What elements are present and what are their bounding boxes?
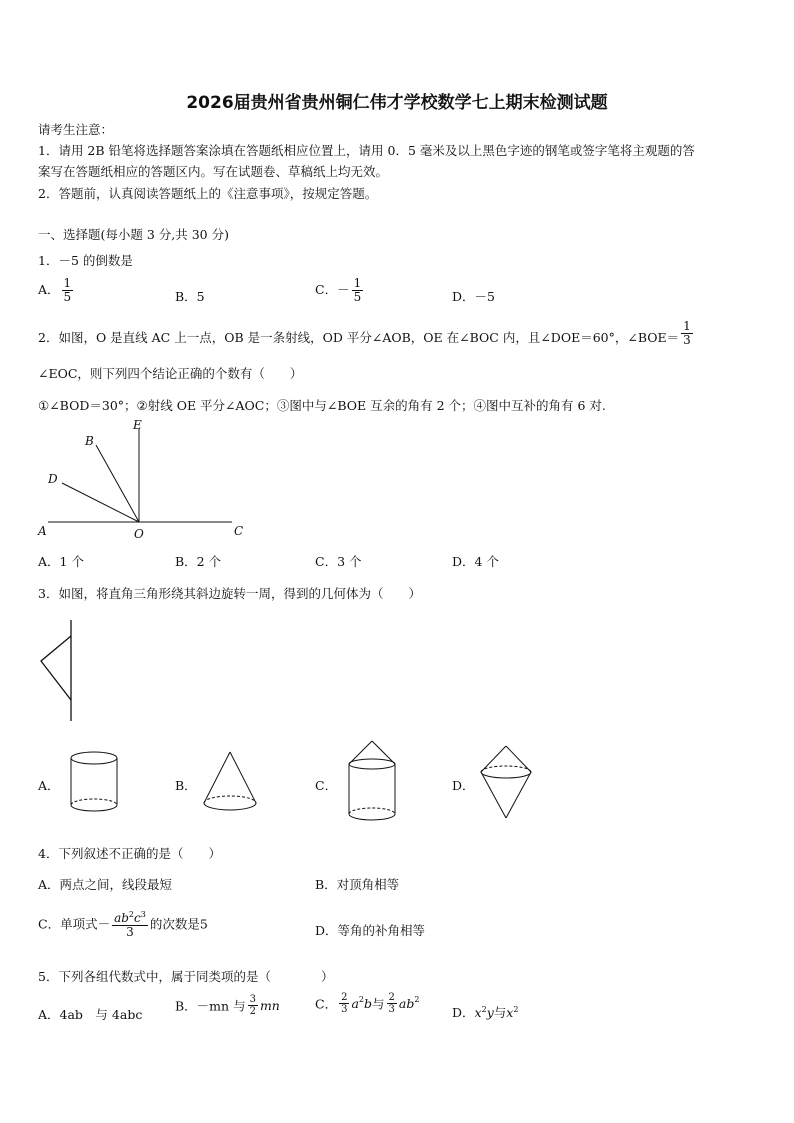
q2-option-c[interactable]: C．3 个 — [315, 554, 362, 569]
q3-option-d-label[interactable]: D． — [452, 778, 475, 793]
q2-option-a[interactable]: A．1 个 — [38, 554, 84, 569]
notice-line-2: 2．答题前，认真阅读答题纸上的《注意事项》，按规定答题。 — [38, 186, 378, 201]
q2-stem-a: 2．如图，O 是直线 AC 上一点，OB 是一条射线，OD 平分∠AOB，OE 在∠BOC 内，且∠DOE＝60°，∠BOE＝ $\frac{1}{3}$ — [38, 319, 691, 347]
q4-option-d[interactable]: D．等角的补角相等 — [315, 923, 426, 938]
ray-ob — [96, 445, 139, 522]
notice-line-1a: 1．请用 2B 铅笔将选择题答案涂填在答题纸相应位置上，请用 0．5 毫米及以上黑色字迹的钢笔或签字笔将主观题的答 — [38, 143, 695, 158]
q4-option-a[interactable]: A．两点之间，线段最短 — [38, 877, 173, 892]
q2-option-b[interactable]: B．2 个 — [175, 554, 222, 569]
q5-option-d[interactable]: D．$x^2y$与$x^2$ — [452, 1004, 519, 1020]
q5-c-fraction-1: $\frac{2}{3}$ — [341, 992, 348, 1015]
q3-option-c-label[interactable]: C． — [315, 778, 338, 793]
q2-figure — [30, 413, 260, 548]
q4-option-b[interactable]: B．对顶角相等 — [315, 877, 400, 892]
cone-figure[interactable] — [200, 749, 260, 815]
q1-stem: 1．－5 的倒数是 — [38, 253, 133, 268]
double-cone-figure[interactable] — [476, 742, 536, 822]
q5-c-fraction-2: $\frac{2}{3}$ — [388, 992, 395, 1015]
notice-line-1b: 案写在答题纸相应的答题区内。写在试题卷、草稿纸上均无效。 — [38, 164, 389, 179]
q3-option-a-label[interactable]: A． — [38, 778, 60, 793]
q2-fraction: $\frac{1}{3}$ — [683, 319, 691, 347]
q1-option-c[interactable]: C．－ $\frac{1}{5}$ — [315, 276, 362, 304]
notice-heading: 请考生注意： — [38, 122, 114, 137]
q1-c-fraction: $\frac{1}{5}$ — [353, 276, 362, 304]
section-heading: 一、选择题(每小题 3 分,共 30 分) — [38, 227, 229, 242]
q2-stem-c: ①∠BOD＝30°；②射线 OE 平分∠AOC；③图中与∠BOE 互余的角有 2 个；④图中互补的角有 6 对. — [38, 398, 606, 413]
label-a: A — [38, 524, 47, 538]
q3-triangle-figure — [36, 618, 86, 724]
q4-option-c[interactable]: C．单项式－ $\frac{ab^2c^3}{3}$ 的次数是5 — [38, 910, 208, 939]
label-b: B — [85, 434, 94, 448]
q1-option-d[interactable]: D．－5 — [452, 289, 495, 304]
label-d: D — [48, 472, 58, 486]
q3-stem: 3．如图，将直角三角形绕其斜边旋转一周，得到的几何体为（ ） — [38, 586, 421, 601]
q1-option-a[interactable]: A． $\frac{1}{5}$ — [38, 276, 72, 304]
q5-option-a[interactable]: A．4ab 与 4abc — [38, 1007, 143, 1022]
q1-option-b[interactable]: B．5 — [175, 289, 205, 304]
q2-option-d[interactable]: D．4 个 — [452, 554, 499, 569]
q4-stem: 4．下列叙述不正确的是（ ） — [38, 846, 221, 861]
q5-stem: 5．下列各组代数式中，属于同类项的是（ ） — [38, 969, 334, 984]
cylinder-figure[interactable] — [66, 747, 122, 817]
q1-a-fraction: $\frac{1}{5}$ — [63, 276, 72, 304]
q5-b-fraction: $\frac{3}{2}$ — [249, 994, 256, 1017]
q3-option-b-label[interactable]: B． — [175, 778, 197, 793]
q5-option-b[interactable]: B．－mn 与 $\frac{3}{2}$ mn — [175, 994, 280, 1017]
ray-od — [62, 483, 139, 522]
label-e: E — [133, 418, 142, 432]
label-o: O — [134, 527, 144, 541]
page-title: 2026届贵州省贵州铜仁伟才学校数学七上期末检测试题 — [186, 93, 608, 113]
cone-on-cylinder-figure[interactable] — [344, 738, 400, 826]
q2-stem-b: ∠EOC，则下列四个结论正确的个数有（ ） — [38, 366, 303, 381]
label-c: C — [234, 524, 244, 538]
q5-option-c[interactable]: C． $\frac{2}{3}$ $a^2b$与 $\frac{2}{3}$ $ab^2$ — [315, 992, 420, 1015]
q4-monomial-fraction: $\frac{ab^2c^3}{3}$ — [114, 910, 146, 939]
